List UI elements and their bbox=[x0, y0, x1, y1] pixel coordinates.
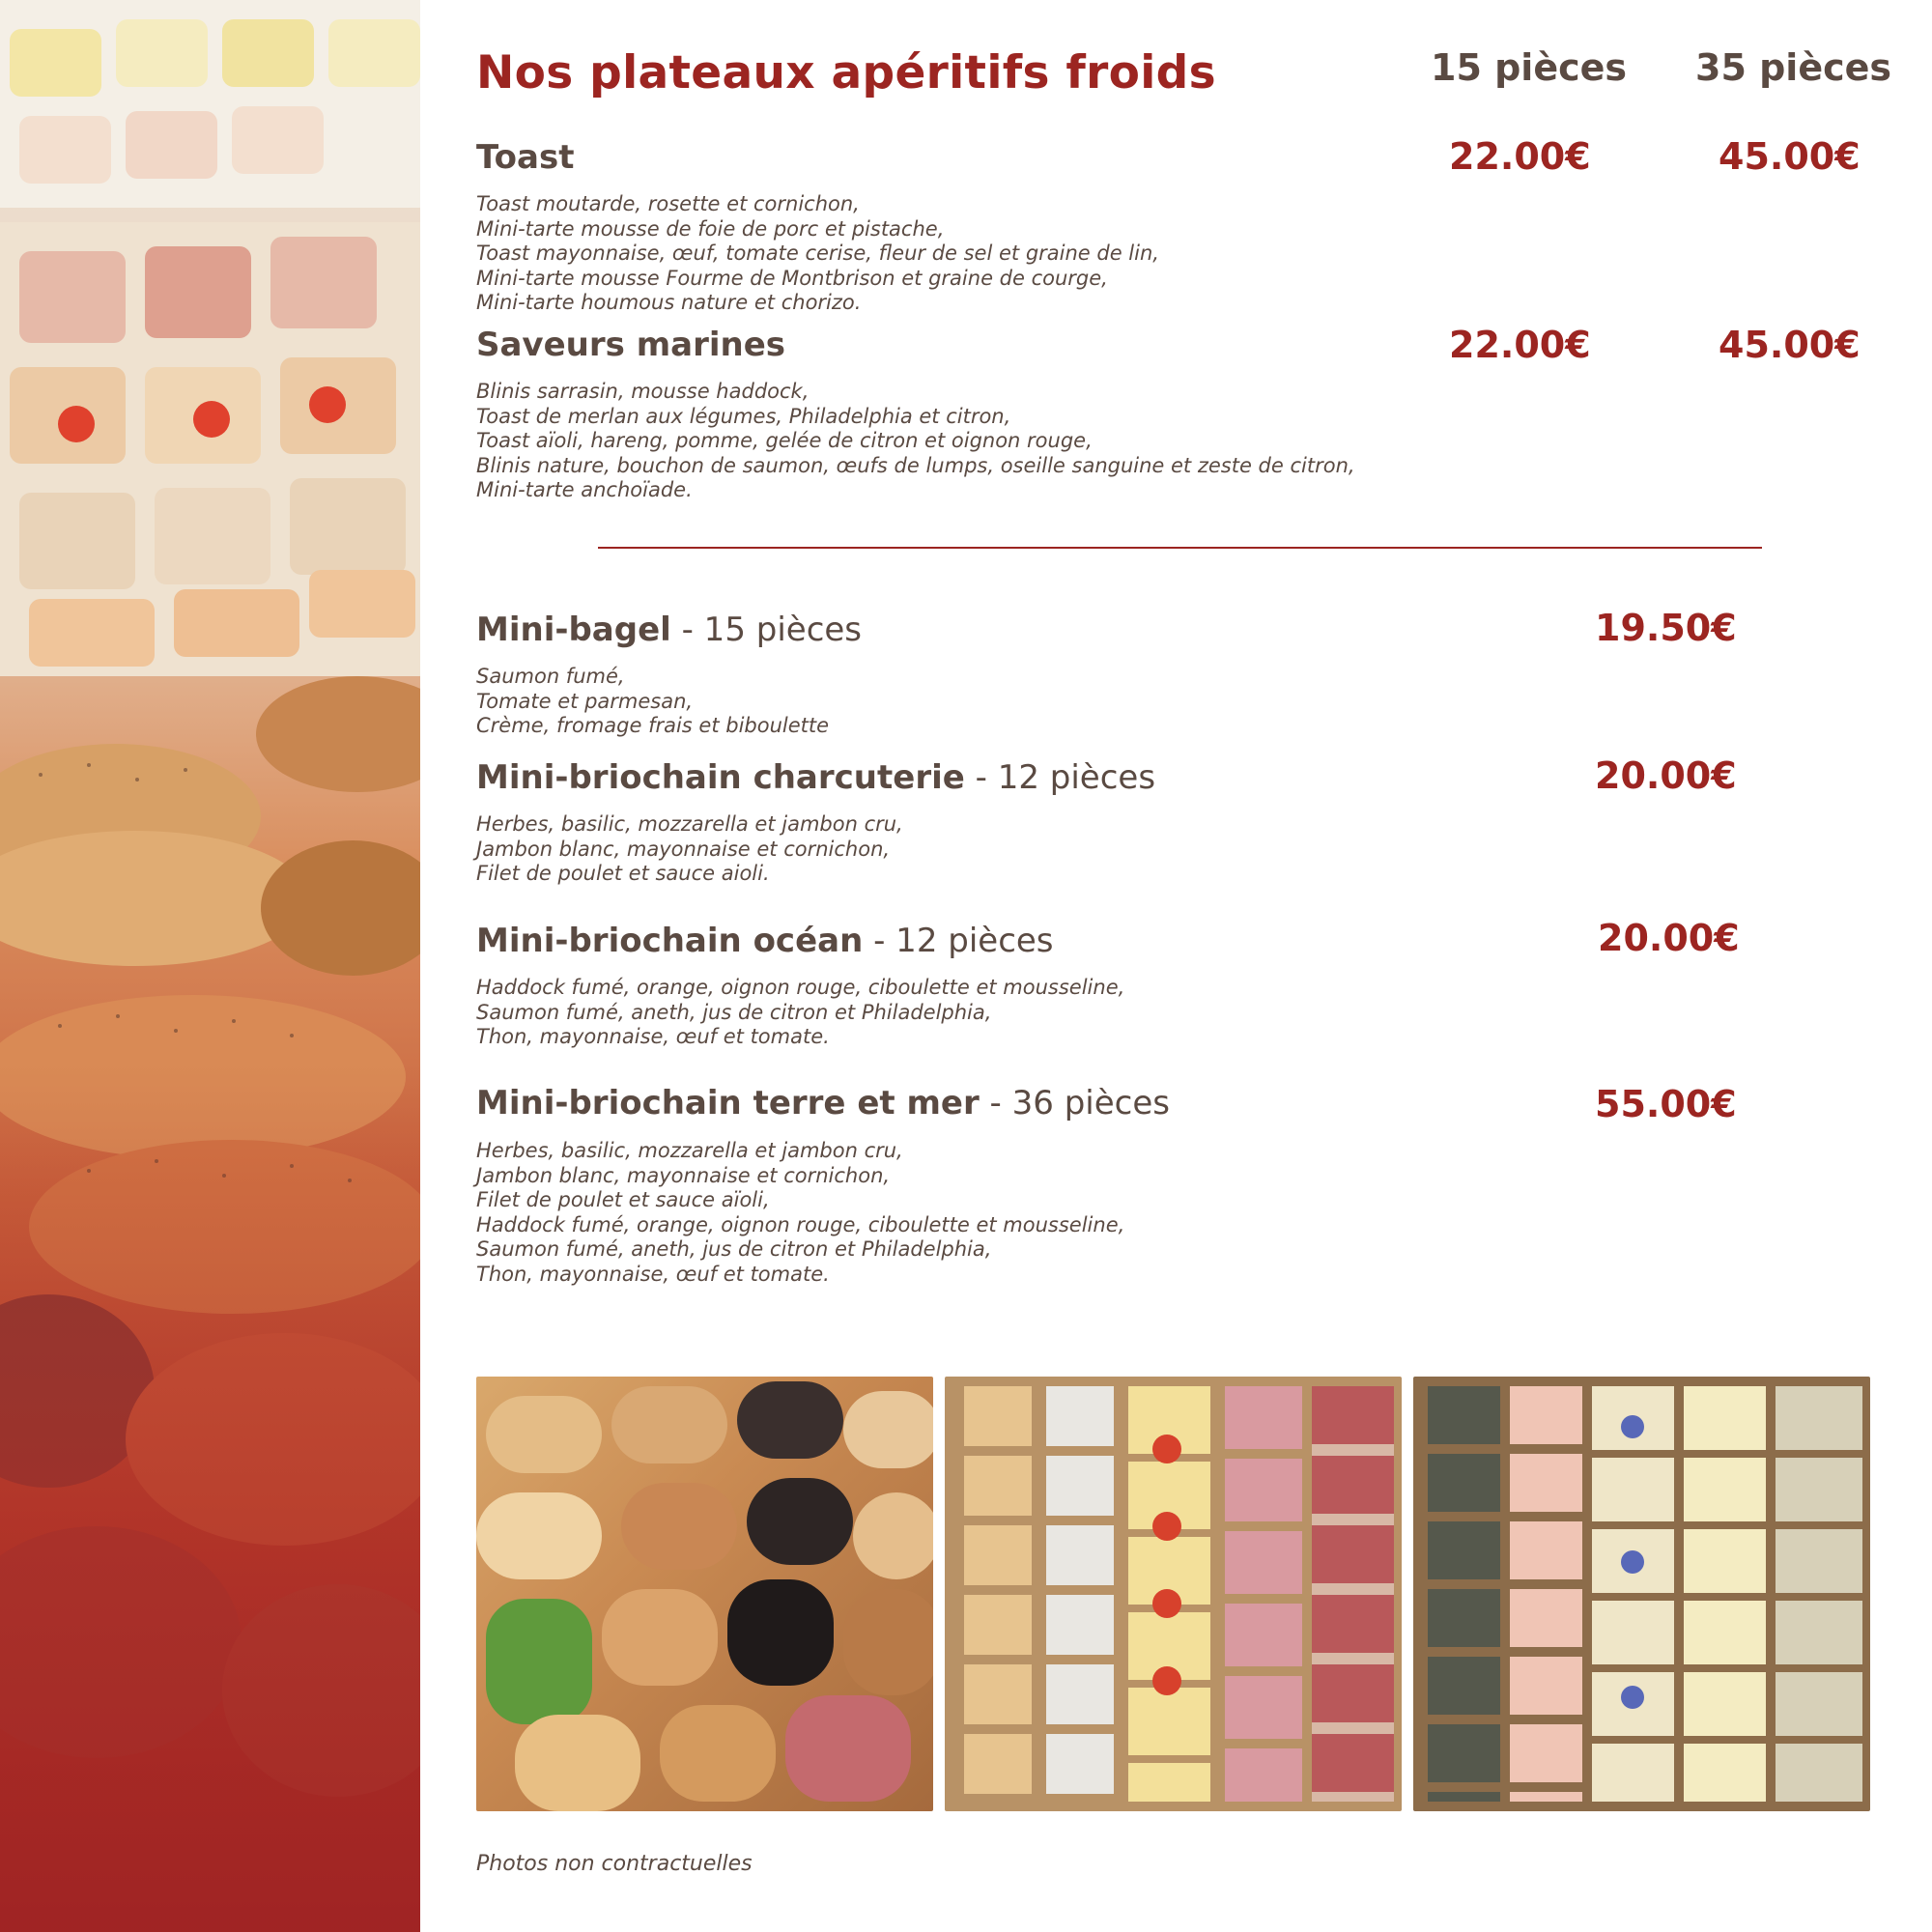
description-line: Jambon blanc, mayonnaise et cornichon, bbox=[476, 837, 891, 861]
plateau-title-toast: Toast bbox=[476, 138, 575, 177]
photo-mini-sandwiches bbox=[476, 1377, 933, 1811]
description-line: Haddock fumé, orange, oignon rouge, ciboulette et mousseline, bbox=[476, 976, 1125, 999]
description-line: Toast mayonnaise, œuf, tomate cerise, fleur de sel et graine de lin, bbox=[476, 242, 1159, 265]
description-line: Herbes, basilic, mozzarella et jambon cru, bbox=[476, 812, 903, 836]
side-gradient-overlay bbox=[0, 0, 420, 1932]
special-name: Mini-bagel bbox=[476, 611, 671, 649]
special-quantity: - 12 pièces bbox=[964, 758, 1156, 797]
price-briochain-charcuterie: 20.00€ bbox=[1595, 754, 1737, 797]
description-line: Thon, mayonnaise, œuf et tomate. bbox=[476, 1262, 830, 1286]
description-line: Jambon blanc, mayonnaise et cornichon, bbox=[476, 1163, 891, 1187]
description-line: Saumon fumé, aneth, jus de citron et Philadelphia, bbox=[476, 1000, 992, 1024]
description-line: Mini-tarte mousse de foie de porc et pistache, bbox=[476, 216, 945, 241]
price-briochain-ocean: 20.00€ bbox=[1598, 917, 1740, 959]
special-description-mini-bagel bbox=[476, 665, 829, 739]
disclaimer: Photos non contractuelles bbox=[476, 1852, 753, 1876]
special-quantity: - 36 pièces bbox=[979, 1084, 1170, 1122]
column-header-15: 15 pièces bbox=[1431, 46, 1628, 89]
special-title-briochain-terre-et-mer bbox=[476, 1084, 1170, 1122]
photo-toast-platter bbox=[945, 1377, 1402, 1811]
description-line: Blinis sarrasin, mousse haddock, bbox=[476, 380, 810, 403]
menu-content bbox=[476, 0, 1906, 1932]
description-line: Toast aïoli, hareng, pomme, gelée de citron et oignon rouge, bbox=[476, 429, 1093, 452]
description-line: Haddock fumé, orange, oignon rouge, ciboulette et mousseline, bbox=[476, 1212, 1125, 1236]
photo-marine-platter bbox=[1413, 1377, 1870, 1811]
price-toast-35: 45.00€ bbox=[1719, 135, 1861, 178]
description-line: Saumon fumé, aneth, jus de citron et Philadelphia, bbox=[476, 1237, 992, 1261]
special-description-briochain-charcuterie bbox=[476, 812, 903, 887]
description-line: Blinis nature, bouchon de saumon, œufs de lumps, oseille sanguine et zeste de citron, bbox=[476, 453, 1355, 477]
price-briochain-terre-et-mer: 55.00€ bbox=[1595, 1083, 1737, 1125]
page-title: Nos plateaux apéritifs froids bbox=[476, 46, 1216, 99]
description-line: Toast de merlan aux légumes, Philadelphia et citron, bbox=[476, 404, 1011, 428]
plateau-description-toast bbox=[476, 192, 1159, 316]
special-quantity: - 15 pièces bbox=[670, 611, 863, 649]
description-line: Mini-tarte anchoïade. bbox=[476, 478, 693, 501]
special-title-briochain-charcuterie bbox=[476, 758, 1155, 797]
price-saveurs-marines-35: 45.00€ bbox=[1719, 324, 1861, 366]
special-title-briochain-ocean bbox=[476, 922, 1054, 960]
description-line: Mini-tarte mousse Fourme de Montbrison et graine de courge, bbox=[476, 266, 1108, 290]
special-quantity: - 12 pièces bbox=[863, 922, 1054, 960]
special-name: Mini-briochain charcuterie bbox=[476, 758, 965, 797]
plateau-description-saveurs-marines bbox=[476, 380, 1355, 503]
description-line: Tomate et parmesan, bbox=[476, 689, 694, 713]
special-name: Mini-briochain océan bbox=[476, 922, 864, 960]
special-title-mini-bagel bbox=[476, 611, 862, 649]
description-line: Toast moutarde, rosette et cornichon, bbox=[476, 192, 860, 215]
description-line: Filet de poulet et sauce aioli. bbox=[476, 862, 770, 885]
special-description-briochain-ocean bbox=[476, 976, 1124, 1050]
description-line: Saumon fumé, bbox=[476, 665, 625, 688]
column-header-35: 35 pièces bbox=[1695, 46, 1892, 89]
price-toast-15: 22.00€ bbox=[1449, 135, 1591, 178]
description-line: Herbes, basilic, mozzarella et jambon cru, bbox=[476, 1139, 903, 1162]
price-mini-bagel: 19.50€ bbox=[1595, 607, 1737, 649]
description-line: Crème, fromage frais et biboulette bbox=[476, 714, 830, 737]
section-divider bbox=[598, 547, 1762, 549]
price-saveurs-marines-15: 22.00€ bbox=[1449, 324, 1591, 366]
plateau-title-saveurs-marines: Saveurs marines bbox=[476, 326, 785, 364]
special-name: Mini-briochain terre et mer bbox=[476, 1084, 980, 1122]
description-line: Mini-tarte houmous nature et chorizo. bbox=[476, 291, 862, 314]
special-description-briochain-terre-et-mer bbox=[476, 1139, 1124, 1287]
description-line: Filet de poulet et sauce aïoli, bbox=[476, 1188, 770, 1211]
side-food-photo bbox=[0, 0, 420, 1932]
description-line: Thon, mayonnaise, œuf et tomate. bbox=[476, 1025, 830, 1048]
